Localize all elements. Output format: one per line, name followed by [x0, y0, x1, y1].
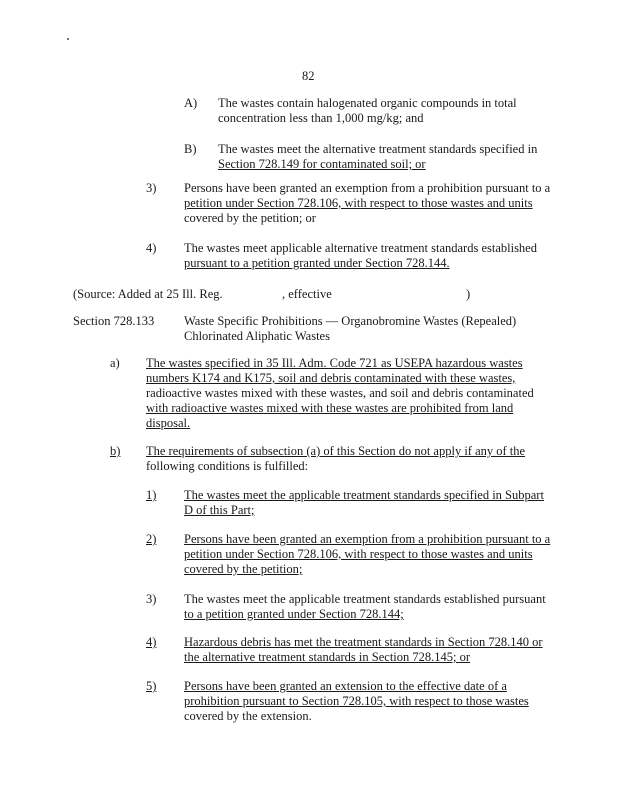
paragraph-4-label: 4) — [146, 241, 157, 255]
item-5-line: Persons have been granted an extension to the effective date of a — [184, 679, 507, 693]
paragraph-b-line: Section 728.149 for contaminated soil; or — [218, 157, 426, 171]
source-note-effective: , effective — [282, 287, 332, 301]
scan-speck — [67, 38, 69, 40]
item-5-label: 5) — [146, 679, 157, 693]
page-number: 82 — [302, 69, 315, 83]
subsection-a-line: numbers K174 and K175, soil and debris contaminated with these wastes, — [146, 371, 516, 385]
paragraph-3-label: 3) — [146, 181, 157, 195]
source-note-open: (Source: Added at 25 Ill. Reg. — [73, 287, 223, 301]
item-3-line: to a petition granted under Section 728.144; — [184, 607, 404, 621]
subsection-a-line: The wastes specified in 35 Ill. Adm. Code 721 as USEPA hazardous wastes — [146, 356, 523, 370]
item-2-label: 2) — [146, 532, 157, 546]
subsection-a-line: disposal. — [146, 416, 191, 430]
paragraph-a-line: The wastes contain halogenated organic compounds in total — [218, 96, 517, 110]
paragraph-a-line: concentration less than 1,000 mg/kg; and — [218, 111, 424, 125]
subsection-a-label: a) — [110, 356, 120, 370]
section-title: Waste Specific Prohibitions — Organobromine Wastes (Repealed) — [184, 314, 517, 328]
paragraph-3-line: petition under Section 728.106, with respect to those wastes and units — [184, 196, 533, 210]
item-2-line: covered by the petition; — [184, 562, 303, 576]
paragraph-b-line: The wastes meet the alternative treatment standards specified in — [218, 142, 538, 156]
section-number: Section 728.133 — [73, 314, 155, 328]
subsection-a-line: with radioactive wastes mixed with these wastes are prohibited from land — [146, 401, 514, 415]
item-4-label: 4) — [146, 635, 157, 649]
item-2-line: petition under Section 728.106, with respect to those wastes and units — [184, 547, 533, 561]
item-5-line: covered by the extension. — [184, 709, 312, 723]
paragraph-a-label: A) — [184, 96, 198, 110]
item-4-line: Hazardous debris has met the treatment standards in Section 728.140 or — [184, 635, 543, 649]
subsection-b-line: following conditions is fulfilled: — [146, 459, 309, 473]
item-4-line: the alternative treatment standards in Section 728.145; or — [184, 650, 471, 664]
subsection-b-label: b) — [110, 444, 121, 458]
paragraph-b-label: B) — [184, 142, 197, 156]
item-3-line: The wastes meet the applicable treatment standards established pursuant — [184, 592, 546, 606]
section-title-line2: Chlorinated Aliphatic Wastes — [184, 329, 330, 343]
paragraph-3-line: covered by the petition; or — [184, 211, 316, 225]
item-1-label: 1) — [146, 488, 157, 502]
subsection-a-line: radioactive wastes mixed with these wastes, and soil and debris contaminated — [146, 386, 534, 400]
item-1-line: D of this Part; — [184, 503, 255, 517]
subsection-b-line: The requirements of subsection (a) of this Section do not apply if any of the — [146, 444, 526, 458]
paragraph-3-line: Persons have been granted an exemption from a prohibition pursuant to a — [184, 181, 551, 195]
paragraph-4-line: pursuant to a petition granted under Section 728.144. — [184, 256, 450, 270]
item-5-line: prohibition pursuant to Section 728.105, with respect to those wastes — [184, 694, 529, 708]
item-2-line: Persons have been granted an exemption from a prohibition pursuant to a — [184, 532, 551, 546]
item-1-line: The wastes meet the applicable treatment standards specified in Subpart — [184, 488, 544, 502]
paragraph-4-line: The wastes meet applicable alternative treatment standards established — [184, 241, 537, 255]
item-3-label: 3) — [146, 592, 157, 606]
source-note-close: ) — [466, 287, 471, 301]
